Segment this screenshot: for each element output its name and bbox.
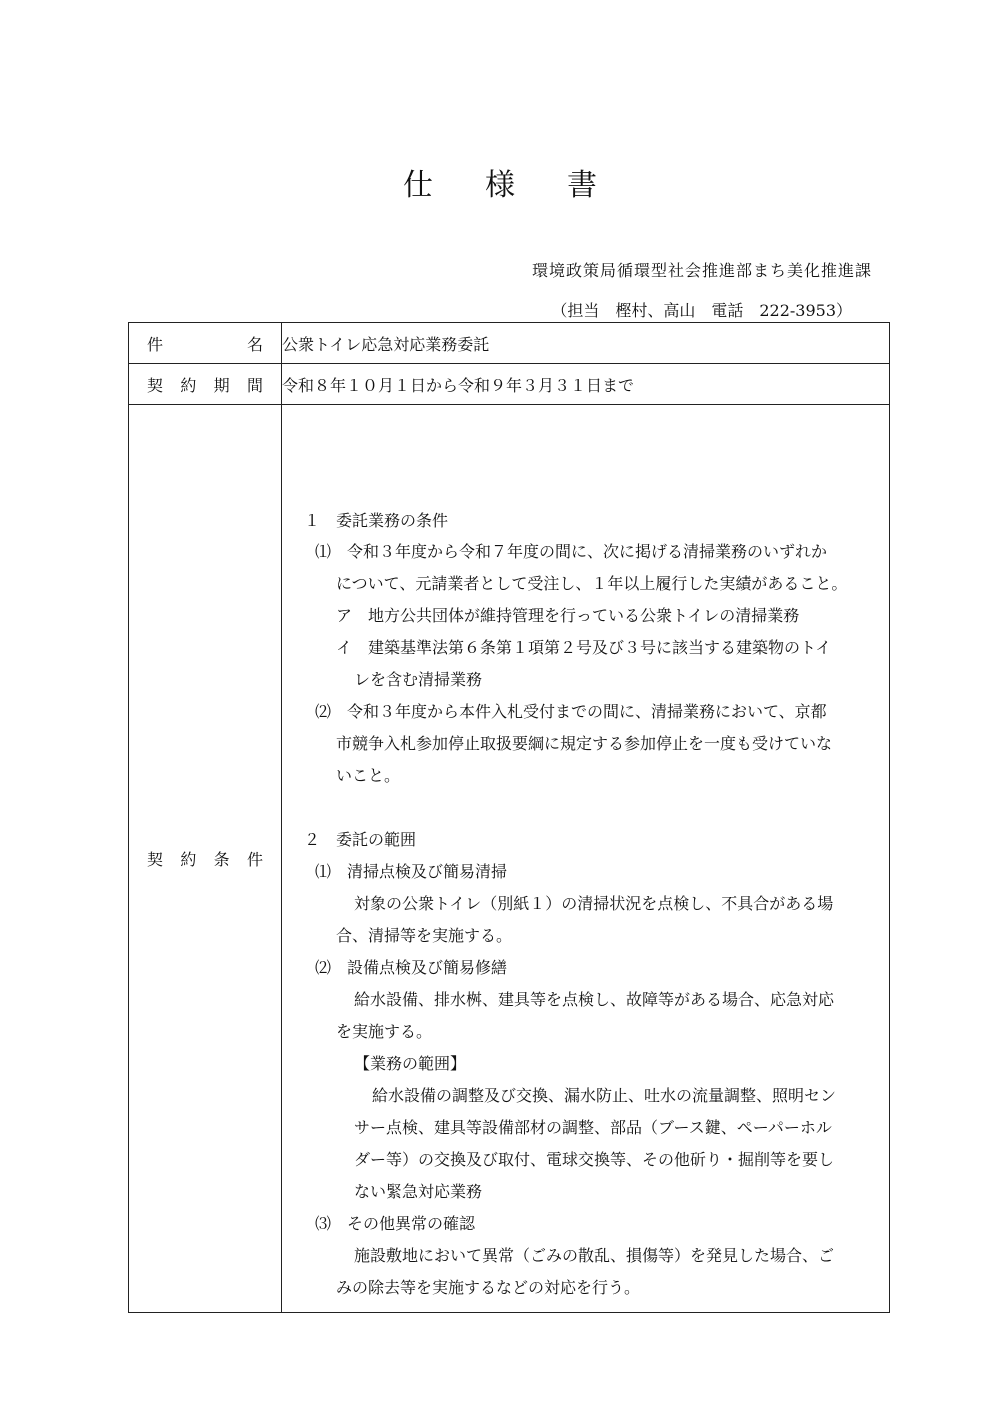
label-char: 契 [147, 850, 164, 869]
table-row-period [129, 364, 890, 405]
work-scope-line4: ない緊急対応業務 [354, 1182, 483, 1201]
label-conditions [129, 405, 282, 1313]
subject-value: 公衆トイレ応急対応業務委託 [282, 323, 890, 364]
table-row-subject [129, 323, 890, 364]
department-name: 環境政策局循環型社会推進部まち美化推進課 [531, 261, 872, 280]
work-scope-heading: 【業務の範囲】 [354, 1054, 467, 1073]
label-char: 約 [180, 850, 197, 869]
conditions-cell [282, 405, 890, 1313]
label-char: 名 [246, 334, 263, 354]
work-scope-line2: サー点検、建具等設備部材の調整、部品（ブース鍵、ペーパーホル [354, 1118, 832, 1137]
scope-item1-line2: 合、清掃等を実施する。 [336, 926, 513, 945]
document-title: 仕様書 [403, 168, 649, 203]
condition-item1-line2: について、元請業者として受注し、１年以上履行した実績があること。 [336, 574, 848, 593]
section1-heading: １ 委託業務の条件 [304, 511, 449, 530]
spec-table [128, 322, 890, 1313]
scope-item2-line2: を実施する。 [336, 1022, 433, 1041]
scope-item1-line1: 対象の公衆トイレ（別紙１）の清掃状況を点検し、不具合がある場 [354, 894, 834, 913]
scope-item3-line1: 施設敷地において異常（ごみの散乱、損傷等）を発見した場合、ご [354, 1246, 835, 1265]
work-scope-line1: 給水設備の調整及び交換、漏水防止、吐水の流量調整、照明セン [372, 1086, 837, 1105]
label-char: 期 [213, 375, 230, 395]
label-char: 条 [213, 850, 230, 869]
scope-item2-heading: ⑵ 設備点検及び簡易修繕 [315, 958, 508, 977]
table-row-conditions [129, 405, 890, 1313]
label-char: 約 [180, 375, 197, 395]
scope-item2-line1: 給水設備、排水桝、建具等を点検し、故障等がある場合、応急対応 [354, 990, 835, 1009]
condition-item1-i-line2: レを含む清掃業務 [354, 670, 483, 689]
label-period [129, 364, 282, 405]
scope-item3-line2: みの除去等を実施するなどの対応を行う。 [336, 1278, 641, 1297]
label-char: 間 [246, 375, 263, 395]
section2-heading: ２ 委託の範囲 [304, 830, 417, 849]
scope-item1-heading: ⑴ 清掃点検及び簡易清掃 [315, 862, 508, 881]
label-char: 件 [246, 850, 263, 869]
scope-item3-heading: ⑶ その他異常の確認 [315, 1214, 476, 1233]
label-subject [129, 323, 282, 364]
period-value: 令和８年１０月１日から令和９年３月３１日まで [282, 364, 890, 405]
label-char: 契 [147, 375, 164, 395]
condition-item2-line2: 市競争入札参加停止取扱要綱に規定する参加停止を一度も受けていな [336, 734, 833, 753]
condition-item1-line1: ⑴ 令和３年度から令和７年度の間に、次に掲げる清掃業務のいずれか [315, 542, 828, 561]
label-char: 件 [147, 334, 164, 354]
work-scope-line3: ダー等）の交換及び取付、電球交換等、その他斫り・掘削等を要し [354, 1150, 835, 1169]
condition-item1-i-line1: イ 建築基準法第６条第１項第２号及び３号に該当する建築物のトイ [336, 638, 832, 657]
contact-info: （担当 樫村、高山 電話 222-3953） [551, 301, 852, 320]
condition-item2-line1: ⑵ 令和３年度から本件入札受付までの間に、清掃業務において、京都 [315, 702, 827, 721]
condition-item2-line3: いこと。 [336, 766, 401, 785]
condition-item1-a: ア 地方公共団体が維持管理を行っている公衆トイレの清掃業務 [336, 606, 800, 625]
